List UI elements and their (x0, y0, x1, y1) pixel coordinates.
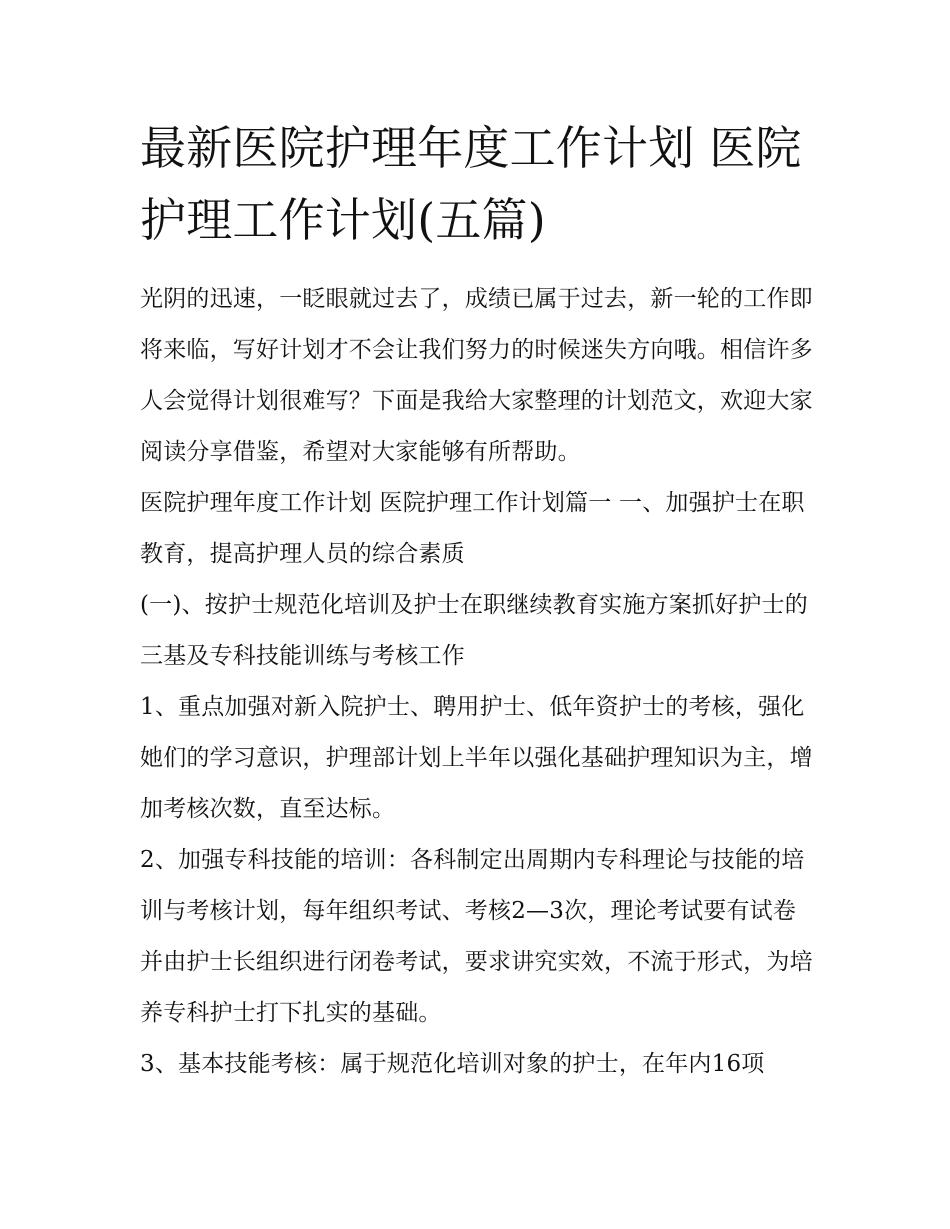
paragraph-intro: 光阴的迅速，一眨眼就过去了，成绩已属于过去，新一轮的工作即将来临，写好计划才不会让我们努力的时候迷失方向哦。相信许多人会觉得计划很难写？下面是我给大家整理的计划范文，欢迎大家阅读分享借鉴，希望对大家能够有所帮助。 (140, 286, 813, 465)
document-title: 最新医院护理年度工作计划 医院护理工作计划(五篇) (140, 121, 802, 247)
document-body (140, 112, 815, 1090)
paragraph-item-1: 1、重点加强对新入院护士、聘用护士、低年资护士的考核，强化她们的学习意识，护理部计划上半年以强化基础护理知识为主，增加考核次数，直至达标。 (140, 694, 813, 822)
paragraph-item-3: 3、基本技能考核：属于规范化培训对象的护士，在年内16项 (140, 1051, 765, 1077)
paragraph-section-heading: 医院护理年度工作计划 医院护理工作计划篇一 一、加强护士在职教育，提高护理人员的综合素质 (140, 490, 805, 567)
paragraph-subsection-heading: (一)、按护士规范化培训及护士在职继续教育实施方案抓好护士的三基及专科技能训练与考核工作 (140, 592, 808, 669)
paragraph-item-2: 2、加强专科技能的培训：各科制定出周期内专科理论与技能的培训与考核计划，每年组织考试、考核2—3次，理论考试要有试卷并由护士长组织进行闭卷考试，要求讲究实效，不流于形式，为培养专科护士打下扎实的基础。 (140, 847, 813, 1026)
